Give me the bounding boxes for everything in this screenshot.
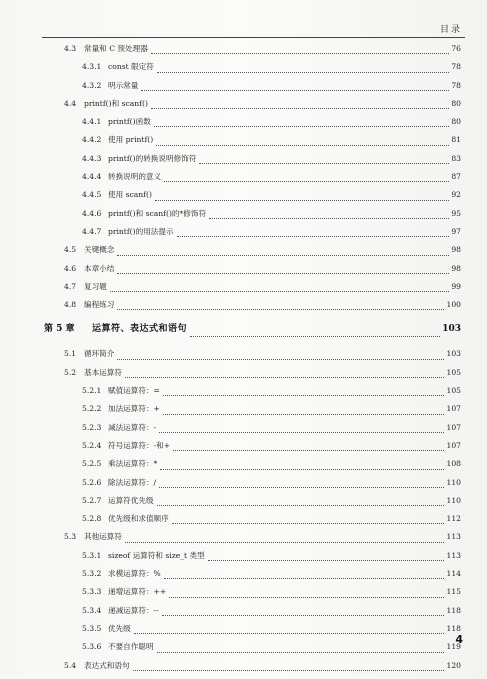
toc-entry-page: 119 bbox=[446, 642, 461, 652]
toc-entry-title: 本章小结 bbox=[84, 263, 115, 273]
toc-entry-page: 103 bbox=[442, 324, 461, 335]
toc-entry-page: 110 bbox=[446, 495, 461, 505]
dot-leader bbox=[155, 181, 449, 200]
dot-leader bbox=[125, 359, 444, 378]
toc-entry-number: 4.4.7 bbox=[82, 226, 102, 236]
toc-entry-title: 加法运算符：+ bbox=[108, 404, 160, 414]
toc-entry-title: 递增运算符：++ bbox=[108, 587, 167, 597]
dot-leader bbox=[209, 200, 449, 219]
dot-leader bbox=[160, 450, 444, 469]
toc-entry-page: 98 bbox=[451, 245, 461, 255]
toc-entry-title: sizeof 运算符和 size_t 类型 bbox=[108, 550, 205, 560]
toc-entry-number: 4.6 bbox=[64, 263, 77, 273]
toc-entry-page: 115 bbox=[446, 587, 461, 597]
toc-entry-number: 5.2.3 bbox=[82, 422, 102, 432]
toc-entry-number: 5.3.5 bbox=[82, 623, 102, 633]
toc-entry-title: 减法运算符：- bbox=[108, 422, 157, 432]
toc-entry bbox=[0, 657, 487, 675]
toc-entry-number: 5.2.2 bbox=[82, 404, 102, 414]
toc-entry-title: 使用 scanf() bbox=[108, 190, 152, 200]
toc-entry-number: 4.3.1 bbox=[82, 62, 102, 72]
toc-entry-page: 99 bbox=[451, 281, 461, 291]
dot-leader bbox=[169, 578, 444, 597]
toc-entry-page: 113 bbox=[446, 550, 461, 560]
toc-entry-number: 4.4.1 bbox=[82, 117, 102, 127]
toc-entry-page: 87 bbox=[451, 172, 461, 182]
dot-leader bbox=[173, 432, 444, 451]
toc-entry-page: 80 bbox=[451, 117, 461, 127]
toc-entry-number: 5.3.4 bbox=[82, 605, 102, 615]
toc-entry-page: 103 bbox=[446, 349, 461, 359]
dot-leader bbox=[208, 542, 444, 561]
toc-entry-page: 78 bbox=[451, 62, 461, 72]
toc-entry-title: 基本运算符 bbox=[84, 367, 122, 377]
toc-entry-page: 113 bbox=[446, 532, 461, 542]
toc-entry-page: 107 bbox=[446, 404, 461, 414]
toc-entry-page: 78 bbox=[451, 80, 461, 90]
dot-leader bbox=[117, 291, 444, 310]
toc-entry-title: 编程练习 bbox=[84, 300, 115, 310]
toc-entry-page: 118 bbox=[446, 605, 461, 615]
toc-entry-title: 乘法运算符：* bbox=[108, 459, 158, 469]
toc-entry-title: 常量和 C 预处理器 bbox=[84, 44, 148, 53]
toc-entry-page: 95 bbox=[451, 208, 461, 218]
toc-entry-number: 4.3.2 bbox=[82, 80, 102, 90]
running-header: 目录 bbox=[439, 25, 462, 35]
toc-entry-number: 4.4.4 bbox=[82, 172, 102, 182]
dot-leader bbox=[172, 505, 444, 524]
toc-entry-page: 92 bbox=[451, 190, 461, 200]
toc-entry-number: 5.2.5 bbox=[82, 459, 102, 469]
toc-entry-page: 97 bbox=[451, 226, 461, 236]
table-of-contents bbox=[0, 40, 487, 675]
dot-leader bbox=[163, 395, 444, 414]
toc-entry-number: 4.4.5 bbox=[82, 190, 102, 200]
toc-entry-page: 105 bbox=[446, 367, 461, 377]
dot-leader bbox=[164, 163, 449, 182]
toc-entry-number: 4.8 bbox=[64, 300, 77, 310]
dot-leader bbox=[157, 487, 444, 506]
toc-entry-number: 4.3 bbox=[64, 44, 77, 53]
toc-entry-number: 5.3 bbox=[64, 532, 77, 542]
toc-entry-title: printf()函数 bbox=[108, 117, 151, 127]
toc-entry-title: 不要自作聪明 bbox=[108, 642, 154, 652]
toc-entry-title: 递减运算符：-- bbox=[108, 605, 159, 615]
dot-leader bbox=[125, 523, 444, 542]
toc-entry-number: 5.2.8 bbox=[82, 514, 102, 524]
toc-entry-title: 复习题 bbox=[84, 281, 107, 291]
dot-leader bbox=[151, 35, 449, 54]
toc-entry-page: 118 bbox=[446, 623, 461, 633]
dot-leader bbox=[117, 236, 449, 255]
toc-entry-title: printf()和 scanf() bbox=[84, 98, 148, 108]
dot-leader bbox=[154, 108, 449, 127]
toc-entry-page: 107 bbox=[446, 440, 461, 450]
toc-entry-title: printf()的转换说明修饰符 bbox=[108, 153, 197, 163]
dot-leader bbox=[133, 652, 444, 671]
toc-entry-title: 优先级和求值顺序 bbox=[108, 514, 169, 524]
toc-entry-title: 表达式和语句 bbox=[84, 660, 130, 670]
dot-leader bbox=[199, 145, 449, 164]
toc-entry-title: 使用 printf() bbox=[108, 135, 154, 145]
toc-entry-title: 循环简介 bbox=[84, 349, 115, 359]
toc-entry-number: 5.3.2 bbox=[82, 569, 102, 579]
dot-leader bbox=[190, 312, 440, 337]
dot-leader bbox=[159, 469, 444, 488]
toc-entry-number: 4.7 bbox=[64, 281, 77, 291]
dot-leader bbox=[156, 126, 449, 145]
toc-entry-number: 5.3.1 bbox=[82, 550, 102, 560]
toc-entry-number: 4.5 bbox=[64, 245, 77, 255]
dot-leader bbox=[117, 340, 444, 359]
dot-leader bbox=[151, 90, 449, 109]
dot-leader bbox=[157, 53, 449, 72]
toc-entry-title: 赋值运算符：= bbox=[108, 386, 160, 396]
toc-entry-title: 其他运算符 bbox=[84, 532, 122, 542]
toc-entry-page: 98 bbox=[451, 263, 461, 273]
dot-leader bbox=[134, 615, 444, 634]
toc-entry-page: 83 bbox=[451, 153, 461, 163]
toc-entry-page: 108 bbox=[446, 459, 461, 469]
dot-leader bbox=[110, 273, 449, 292]
toc-entry-title: 运算符优先级 bbox=[108, 495, 154, 505]
toc-entry-title: 求模运算符：% bbox=[108, 569, 161, 579]
toc-entry-title: const 限定符 bbox=[108, 62, 154, 72]
toc-entry-title: 除法运算符：/ bbox=[108, 477, 157, 487]
toc-entry-page: 76 bbox=[451, 44, 461, 53]
toc-entry-number: 第 5 章 bbox=[44, 324, 75, 335]
toc-entry-page: 112 bbox=[446, 514, 461, 524]
toc-entry-title: 转换说明的意义 bbox=[108, 172, 162, 182]
toc-entry-page: 114 bbox=[446, 569, 461, 579]
toc-chapter-entry bbox=[0, 317, 487, 341]
toc-entry-title: 明示常量 bbox=[108, 80, 139, 90]
toc-entry-page: 105 bbox=[446, 386, 461, 396]
toc-entry-page: 110 bbox=[446, 477, 461, 487]
toc-entry-number: 4.4.6 bbox=[82, 208, 102, 218]
toc-entry-number: 4.4.2 bbox=[82, 135, 102, 145]
toc-entry-number: 4.4 bbox=[64, 98, 77, 108]
toc-entry-number: 5.1 bbox=[64, 349, 77, 359]
toc-entry-number: 5.3.3 bbox=[82, 587, 102, 597]
toc-entry-title: 符号运算符：-和+ bbox=[108, 440, 171, 450]
dot-leader bbox=[141, 72, 449, 91]
dot-leader bbox=[117, 255, 449, 274]
dot-leader bbox=[177, 218, 449, 237]
toc-entry-page: 107 bbox=[446, 422, 461, 432]
toc-entry-title: printf()的用法提示 bbox=[108, 226, 174, 236]
dot-leader bbox=[159, 414, 444, 433]
dot-leader bbox=[157, 633, 444, 652]
dot-leader bbox=[163, 377, 444, 396]
toc-entry-number: 5.4 bbox=[64, 660, 77, 670]
toc-entry-title: 运算符、表达式和语句 bbox=[92, 324, 188, 335]
dot-leader bbox=[162, 597, 444, 616]
toc-entry-number: 5.2 bbox=[64, 367, 77, 377]
dot-leader bbox=[164, 560, 444, 579]
toc-entry-title: 关键概念 bbox=[84, 245, 115, 255]
toc-entry-page: 81 bbox=[451, 135, 461, 145]
toc-entry-page: 80 bbox=[451, 98, 461, 108]
toc-entry-number: 5.2.1 bbox=[82, 386, 102, 396]
toc-entry-number: 5.2.7 bbox=[82, 495, 102, 505]
toc-entry-title: 优先级 bbox=[108, 623, 131, 633]
toc-entry-page: 100 bbox=[446, 300, 461, 310]
toc-entry-page: 120 bbox=[446, 660, 461, 670]
toc-entry-number: 5.2.6 bbox=[82, 477, 102, 487]
toc-entry-number: 4.4.3 bbox=[82, 153, 102, 163]
toc-entry-title: printf()和 scanf()的*修饰符 bbox=[108, 208, 207, 218]
toc-entry-number: 5.2.4 bbox=[82, 440, 102, 450]
toc-entry-number: 5.3.6 bbox=[82, 642, 102, 652]
page-number: 4 bbox=[455, 633, 463, 646]
